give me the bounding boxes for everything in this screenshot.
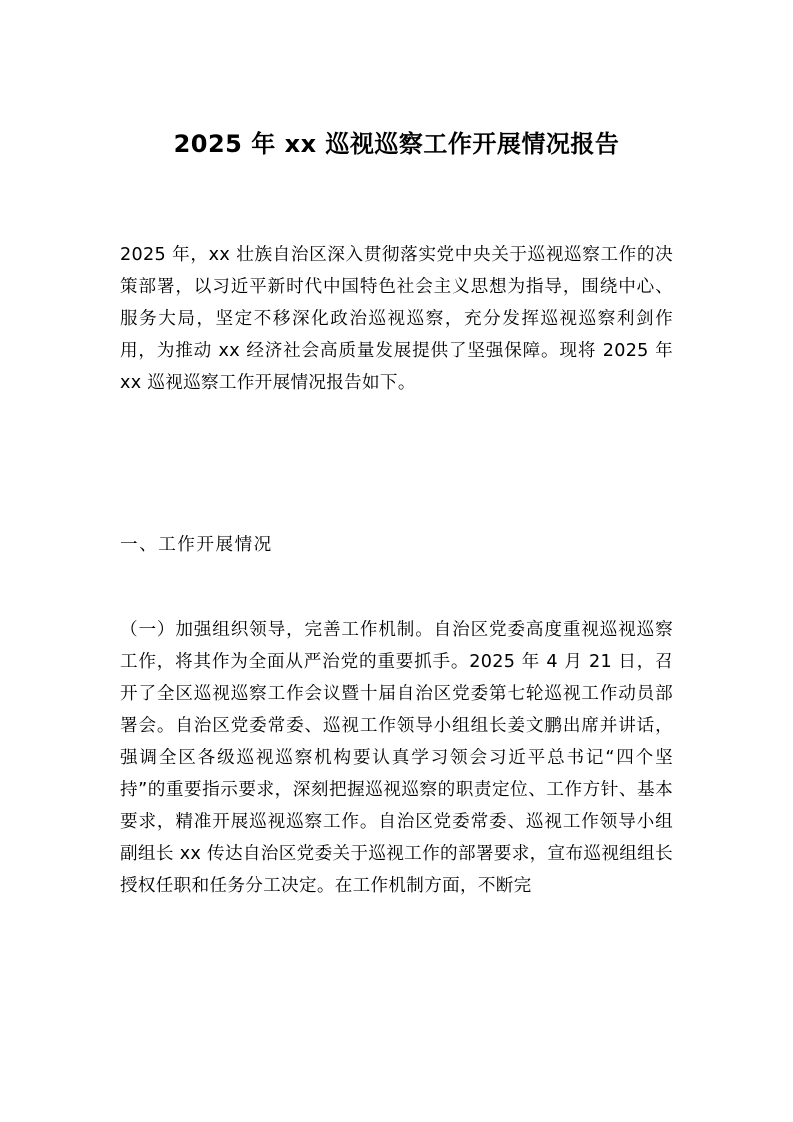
body-paragraph: （一）加强组织领导，完善工作机制。自治区党委高度重视巡视巡察工作，将其作为全面从严治党的重要抓手。2025 年 4 月 21 日，召开了全区巡视巡察工作会议暨十届自治区党委第七轮巡视工作动员部署会。自治区党委常委、巡视工作领导小组组长姜文鹏出席并讲话，强调全区各级巡视巡察机构要认真学习领会习近平总书记“四个坚持”的重要指示要求，深刻把握巡视巡察的职责定位、工作方针、基本要求，精准开展巡视巡察工作。自治区党委常委、巡视工作领导小组副组长 xx 传达自治区党委关于巡视工作的部署要求，宣布巡视组组长授权任职和任务分工决定。在工作机制方面，不断完 [120,620,673,896]
intro-paragraph: 2025 年，xx 壮族自治区深入贯彻落实党中央关于巡视巡察工作的决策部署，以习近平新时代中国特色社会主义思想为指导，围绕中心、服务大局，坚定不移深化政治巡视巡察，充分发挥巡视巡察利剑作用，为推动 xx 经济社会高质量发展提供了坚强保障。现将 2025 年 xx 巡视巡察工作开展情况报告如下。 [120,245,673,393]
document-title: 2025 年 xx 巡视巡察工作开展情况报告 [173,130,620,158]
section-heading: 一、工作开展情况 [120,535,273,555]
